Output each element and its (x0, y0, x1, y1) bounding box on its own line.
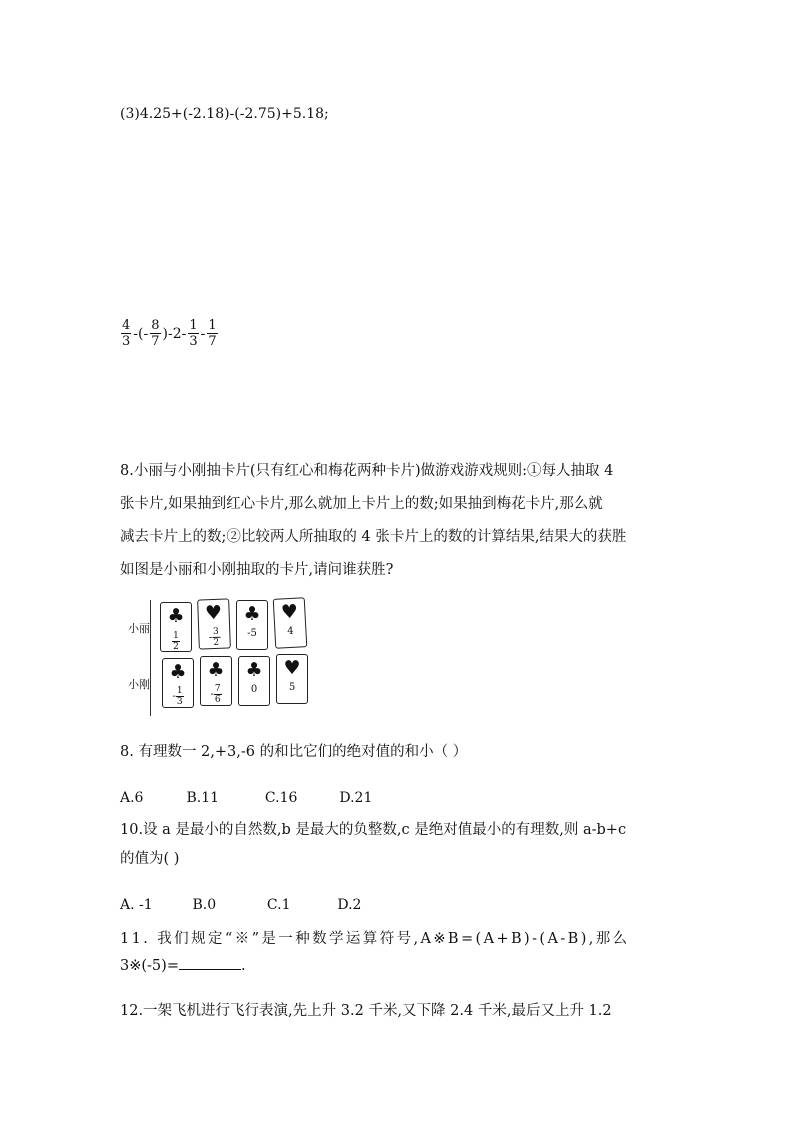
q3-expression: (3)4.25+(-2.18)-(-2.75)+5.18; (120, 106, 329, 122)
q9-options (120, 790, 372, 806)
answer-blank[interactable] (179, 955, 241, 970)
q10-option-a: A. -1 (120, 897, 153, 913)
q11-line-2: 3※(-5)= . (120, 955, 246, 976)
q8-line-2: 张卡片,如果抽到红心卡片,那么就加上卡片上的数;如果抽到梅花卡片,那么就 (120, 496, 603, 512)
q11-line-1: 11. 我们规定“※”是一种数学运算符号,A※B=(A+B)-(A-B),那么 (120, 931, 630, 947)
club-icon: ♣ (245, 659, 263, 681)
q8-line-4: 如图是小丽和小刚抽取的卡片,请问谁获胜? (120, 562, 394, 578)
club-icon: ♣ (169, 661, 187, 683)
q12-line-1: 12.一架飞机进行飞行表演,先上升 3.2 千米,又下降 2.4 千米,最后又上升 1.2 (120, 1003, 612, 1019)
q10-option-b: B.0 (192, 897, 217, 913)
q4-expression (120, 318, 219, 349)
heart-icon: ♥ (204, 601, 223, 625)
card-xiaogang-3: ♣ 0 (238, 656, 270, 706)
figure-divider (150, 600, 151, 716)
q10-option-c: C.1 (266, 897, 291, 913)
fraction-8-7: $\frac{8}{7}$ (151, 318, 160, 349)
fraction-1-7: $\frac{1}{7}$ (208, 318, 217, 349)
club-icon: ♣ (243, 603, 261, 625)
card-xiaogang-1: ♣ - 1 3 (162, 658, 194, 708)
club-icon: ♣ (207, 659, 225, 681)
operator: -(- (133, 325, 149, 342)
xiaoli-label: 小丽 (128, 622, 150, 635)
fraction-1-3: $\frac{1}{3}$ (189, 318, 198, 349)
card-xiaogang-2: ♣ - 7 6 (200, 656, 232, 706)
xiaogang-label: 小刚 (128, 678, 150, 691)
card-xiaoli-3: ♣ -5 (236, 600, 268, 650)
q8-line-3: 减去卡片上的数;②比较两人所抽取的 4 张卡片上的数的计算结果,结果大的获胜 (120, 529, 627, 545)
q9-option-d: D.21 (339, 790, 373, 806)
fraction-4-3: $\frac{4}{3}$ (122, 318, 131, 349)
club-icon: ♣ (167, 605, 185, 627)
heart-icon: ♥ (283, 657, 301, 679)
q10-option-d: D.2 (337, 897, 362, 913)
q10-line-1: 10.设 a 是最小的自然数,b 是最大的负整数,c 是绝对值最小的有理数,则 a-b+c (120, 822, 627, 838)
q9-stem: 8. 有理数一 2,+3,-6 的和比它们的绝对值的和小（ ） (120, 744, 468, 760)
q9-option-c: C.16 (264, 790, 298, 806)
card-xiaoli-4: ♥ 4 (273, 597, 308, 649)
q8-card-problem (120, 455, 680, 587)
heart-icon: ♥ (280, 600, 299, 624)
q9-option-a: A.6 (120, 790, 144, 806)
card-xiaogang-4: ♥ 5 (276, 654, 308, 704)
q8-line-1: 8.小丽与小刚抽卡片(只有红心和梅花两种卡片)做游戏游戏规则:①每人抽取 4 (120, 463, 614, 479)
q9-option-b: B.11 (186, 790, 220, 806)
card-xiaoli-1: ♣ $\frac{1}{2}$ (160, 602, 192, 652)
cards-figure (122, 596, 322, 720)
operator: - (200, 325, 206, 342)
q10-options (120, 897, 361, 913)
operator: )-2- (162, 325, 187, 342)
q10-line-2: 的值为( ) (120, 851, 180, 867)
card-xiaoli-2: ♥ - 3 2 (197, 598, 231, 649)
